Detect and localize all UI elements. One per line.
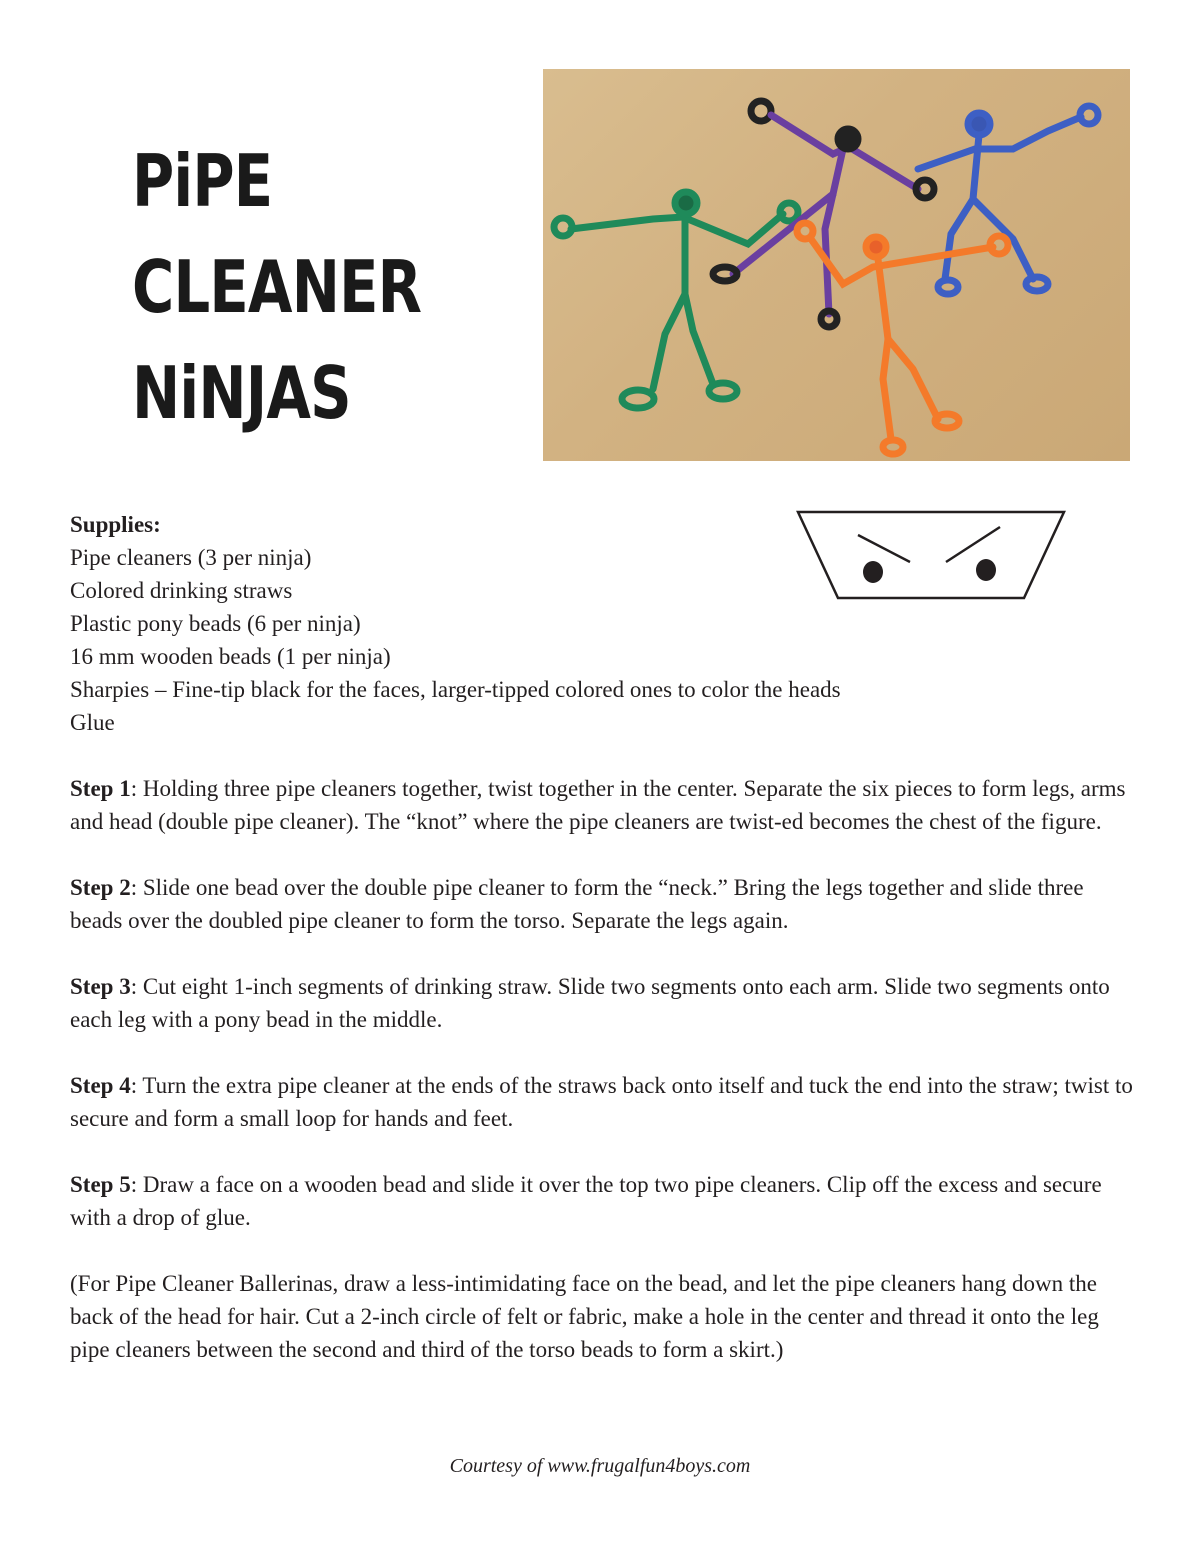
supplies-heading: Supplies:: [70, 512, 161, 537]
page-title: [132, 128, 422, 446]
step-text: : Turn the extra pipe cleaner at the ends of the straws back onto itself and tuck the end into the straw; twist to secure and form a small loop for hands and feet.: [70, 1073, 1133, 1131]
blue-ninja: [918, 106, 1098, 294]
step-2: [70, 871, 1140, 937]
supply-item: Pipe cleaners (3 per ninja): [70, 545, 312, 570]
ninja-figures-illustration: [543, 69, 1130, 461]
ballerina-note: (For Pipe Cleaner Ballerinas, draw a less-intimidating face on the bead, and let the pipe cleaners hang down the back of the head for hair. Cut a 2-inch circle of felt or fabric, make a hole in the center and thread it onto the leg pipe cleaners between the second and third of the torso beads to form a skirt.): [70, 1271, 1099, 1362]
title-line-1: PiPE: [132, 139, 273, 223]
step-4: [70, 1069, 1140, 1135]
step-label: Step 3: [70, 974, 131, 999]
supply-item: Colored drinking straws: [70, 578, 293, 603]
supply-item: 16 mm wooden beads (1 per ninja): [70, 644, 391, 669]
step-1: [70, 772, 1140, 838]
step-label: Step 2: [70, 875, 131, 900]
step-3: [70, 970, 1140, 1036]
green-ninja: [554, 192, 798, 408]
title-line-3: NiNJAS: [132, 351, 351, 435]
supply-item: Glue: [70, 710, 115, 735]
step-text: : Holding three pipe cleaners together, twist together in the center. Separate the six pieces to form legs, arms and head (double pipe cleaner). The “knot” where the pipe cleaners are twist-ed becomes the chest of the figure.: [70, 776, 1126, 834]
ninja-photo: [543, 69, 1130, 461]
step-text: : Cut eight 1-inch segments of drinking straw. Slide two segments onto each arm. Slide two segments onto each leg with a pony bead in the middle.: [70, 974, 1110, 1032]
supply-item: Sharpies – Fine-tip black for the faces, larger-tipped colored ones to color the heads: [70, 677, 841, 702]
supply-item: Plastic pony beads (6 per ninja): [70, 611, 361, 636]
step-label: Step 1: [70, 776, 131, 801]
title-line-2: CLEANER: [132, 245, 422, 329]
step-text: : Slide one bead over the double pipe cleaner to form the “neck.” Bring the legs together and slide three beads over the doubled pipe cleaner to form the torso. Separate the legs again.: [70, 875, 1084, 933]
step-label: Step 4: [70, 1073, 131, 1098]
step-text: : Draw a face on a wooden bead and slide it over the top two pipe cleaners. Clip off the excess and secure with a drop of glue.: [70, 1172, 1102, 1230]
purple-ninja: [713, 101, 934, 327]
step-5: [70, 1168, 1140, 1234]
instructions: [70, 508, 1140, 1366]
step-label: Step 5: [70, 1172, 131, 1197]
courtesy-credit: Courtesy of www.frugalfun4boys.com: [449, 1455, 751, 1477]
